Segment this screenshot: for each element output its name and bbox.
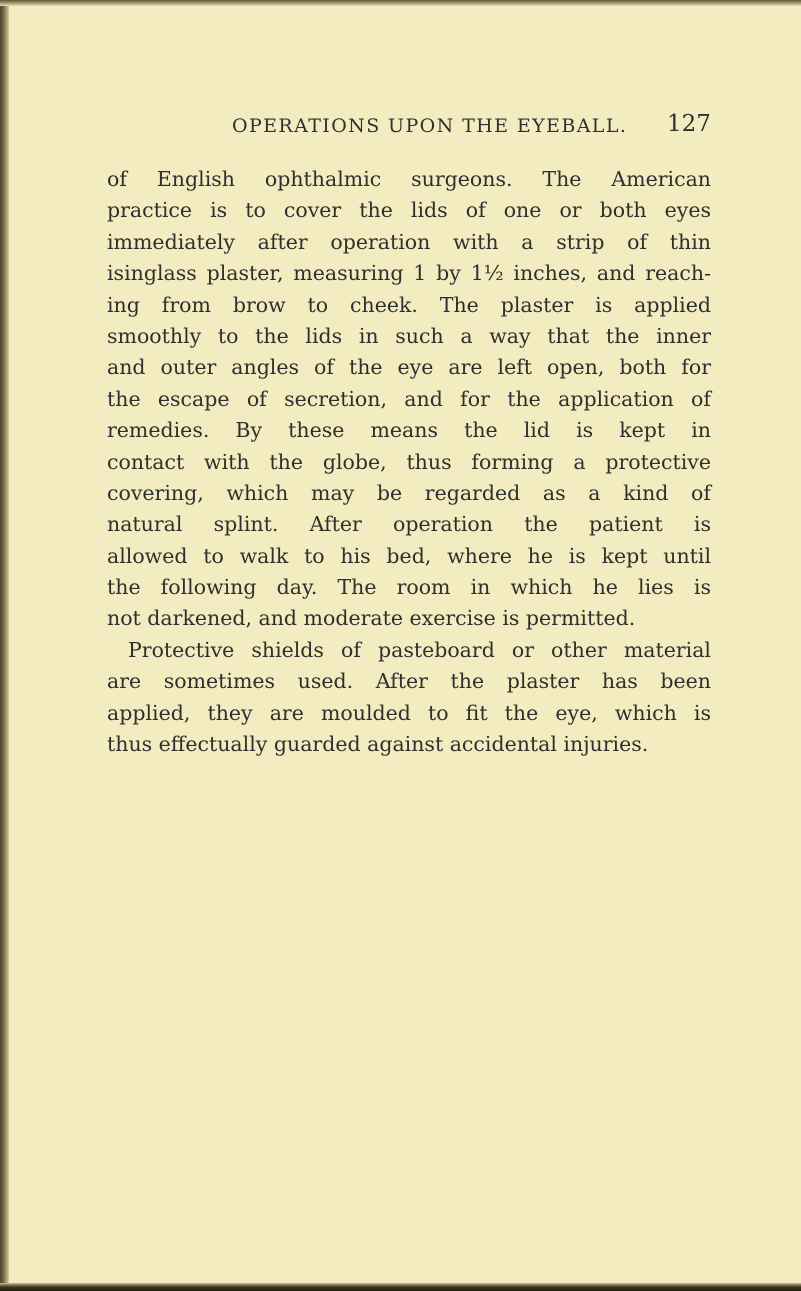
text-line: ing from brow to cheek. The plaster is applied bbox=[107, 292, 711, 317]
text-line: remedies. By these means the lid is kept in bbox=[107, 418, 711, 443]
page-header bbox=[0, 113, 801, 141]
text-line: applied, they are moulded to fit the eye, which is bbox=[107, 700, 711, 725]
text-line: natural splint. After operation the patient is bbox=[107, 512, 711, 537]
body-text bbox=[107, 164, 711, 760]
text-line: isinglass plaster, measuring 1 by 1½ inches, and reach- bbox=[107, 261, 711, 286]
page-number: 127 bbox=[667, 111, 711, 137]
text-line: not darkened, and moderate exercise is permitted. bbox=[107, 606, 636, 631]
page-top-edge bbox=[0, 0, 801, 6]
text-line: Protective shields of pasteboard or other material bbox=[128, 637, 711, 662]
text-line: practice is to cover the lids of one or both eyes bbox=[107, 198, 711, 223]
text-line: contact with the globe, thus forming a protective bbox=[107, 449, 711, 474]
running-title: OPERATIONS UPON THE EYEBALL. bbox=[232, 115, 628, 137]
text-line: smoothly to the lids in such a way that the inner bbox=[107, 323, 711, 348]
text-line: allowed to walk to his bed, where he is kept until bbox=[107, 543, 711, 568]
text-line: the following day. The room in which he lies is bbox=[107, 575, 711, 600]
text-line: and outer angles of the eye are left open, both for bbox=[107, 355, 711, 380]
text-line: of English ophthalmic surgeons. The American bbox=[107, 167, 711, 191]
text-line: thus effectually guarded against accidental injuries. bbox=[107, 732, 649, 757]
text-line: the escape of secretion, and for the application of bbox=[107, 386, 711, 411]
text-line: are sometimes used. After the plaster has been bbox=[107, 669, 711, 694]
page-bottom-edge bbox=[0, 1283, 801, 1291]
page-binding-edge bbox=[0, 0, 9, 1291]
text-line: immediately after operation with a strip of thin bbox=[107, 229, 711, 254]
text-line: covering, which may be regarded as a kind of bbox=[107, 480, 711, 505]
